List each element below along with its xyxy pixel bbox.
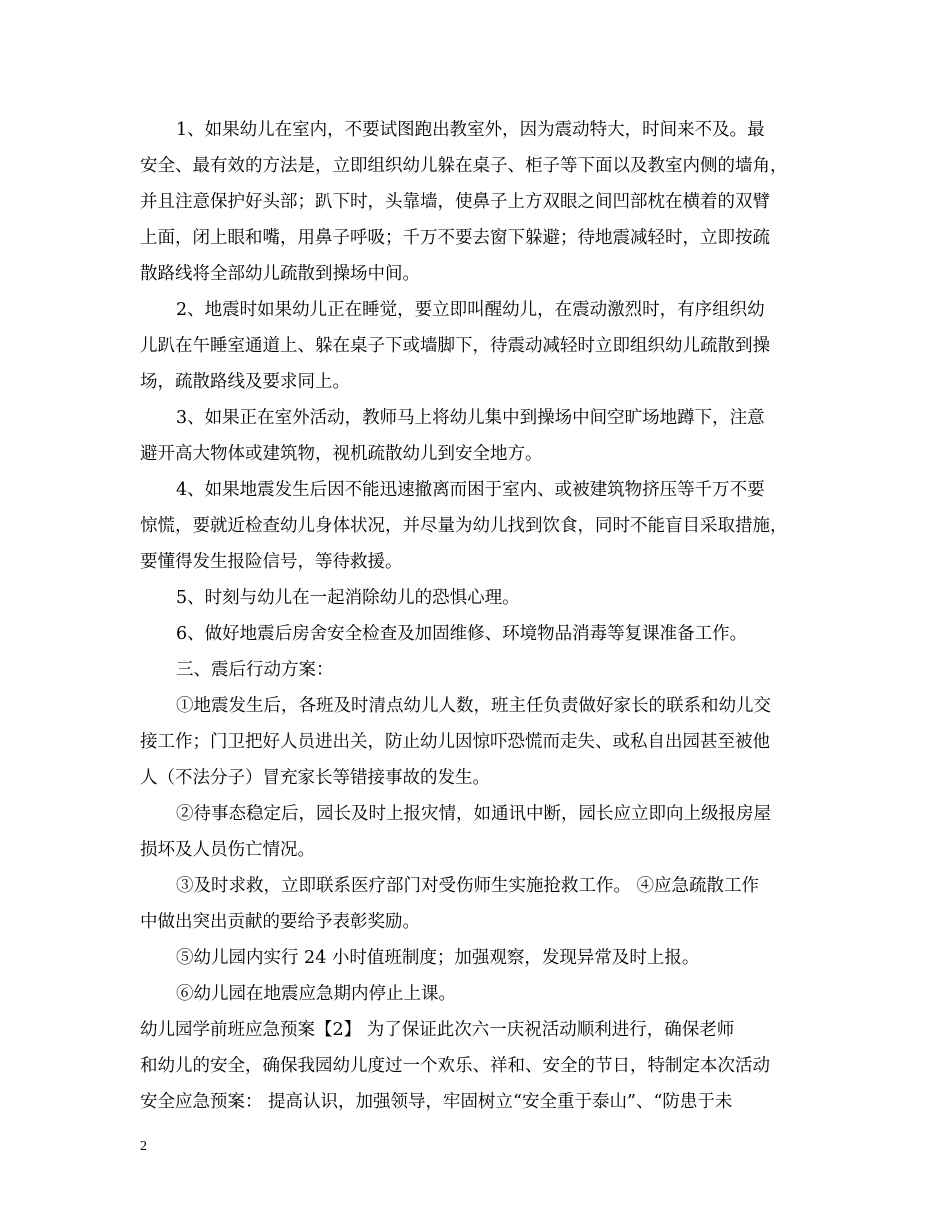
paragraph-1-line-5: 散路线将全部幼儿疏散到操场中间。 bbox=[140, 264, 420, 284]
next-plan-line-2: 和幼儿的安全，确保我园幼儿度过一个欢乐、祥和、安全的节日，特制定本次活动 bbox=[140, 1056, 770, 1076]
item-1-line-1: ①地震发生后，各班及时清点幼儿人数，班主任负责做好家长的联系和幼儿交 bbox=[176, 696, 771, 716]
paragraph-2-line-3: 场，疏散路线及要求同上。 bbox=[140, 372, 350, 392]
item-3-line-1: ③及时求救，立即联系医疗部门对受伤师生实施抢救工作。 ④应急疏散工作 bbox=[176, 876, 760, 896]
paragraph-1-line-3: 并且注意保护好头部；趴下时，头靠墙，使鼻子上方双眼之间凹部枕在横着的双臂 bbox=[140, 192, 770, 212]
page-number: 2 bbox=[140, 1139, 147, 1154]
paragraph-4-line-2: 惊慌，要就近检查幼儿身体状况，并尽量为幼儿找到饮食，同时不能盲目采取措施， bbox=[140, 516, 788, 536]
item-1-line-3: 人（不法分子）冒充家长等错接事故的发生。 bbox=[140, 768, 490, 788]
paragraph-2-line-2: 儿趴在午睡室通道上、躲在桌子下或墙脚下，待震动减轻时立即组织幼儿疏散到操 bbox=[140, 336, 770, 356]
paragraph-3-line-2: 避开高大物体或建筑物，视机疏散幼儿到安全地方。 bbox=[140, 444, 543, 464]
paragraph-4-line-3: 要懂得发生报险信号，等待救援。 bbox=[140, 552, 403, 572]
next-plan-line-1: 幼儿园学前班应急预案【2】 为了保证此次六一庆祝活动顺利进行，确保老师 bbox=[140, 1020, 735, 1040]
section-heading-post-quake: 三、震后行动方案： bbox=[176, 660, 334, 680]
paragraph-6-line-1: 6、做好地震后房舍安全检查及加固维修、环境物品消毒等复课准备工作。 bbox=[176, 624, 748, 644]
paragraph-1-line-2: 安全、最有效的方法是，立即组织幼儿躲在桌子、柜子等下面以及教室内侧的墙角， bbox=[140, 156, 788, 176]
item-6-line-1: ⑥幼儿园在地震应急期内停止上课。 bbox=[176, 984, 456, 1004]
paragraph-1-line-4: 上面，闭上眼和嘴，用鼻子呼吸；千万不要去窗下躲避；待地震减轻时，立即按疏 bbox=[140, 228, 770, 248]
paragraph-4-line-1: 4、如果地震发生后因不能迅速撤离而困于室内、或被建筑物挤压等千万不要 bbox=[176, 480, 765, 500]
paragraph-3-line-1: 3、如果正在室外活动，教师马上将幼儿集中到操场中间空旷场地蹲下，注意 bbox=[176, 408, 765, 428]
item-2-line-1: ②待事态稳定后，园长及时上报灾情，如通讯中断，园长应立即向上级报房屋 bbox=[176, 804, 771, 824]
next-plan-line-3: 安全应急预案： 提高认识，加强领导，牢固树立“安全重于泰山”、“防患于未 bbox=[140, 1092, 733, 1112]
item-1-line-2: 接工作；门卫把好人员进出关，防止幼儿因惊吓恐慌而走失、或私自出园甚至被他 bbox=[140, 732, 770, 752]
item-5-line-1: ⑤幼儿园内实行 24 小时值班制度；加强观察，发现异常及时上报。 bbox=[176, 948, 700, 968]
paragraph-2-line-1: 2、地震时如果幼儿正在睡觉，要立即叫醒幼儿，在震动激烈时，有序组织幼 bbox=[176, 300, 765, 320]
paragraph-1-line-1: 1、如果幼儿在室内，不要试图跑出教室外，因为震动特大，时间来不及。最 bbox=[176, 120, 765, 140]
item-3-line-2: 中做出突出贡献的要给予表彰奖励。 bbox=[140, 912, 420, 932]
item-2-line-2: 损坏及人员伤亡情况。 bbox=[140, 840, 315, 860]
paragraph-5-line-1: 5、时刻与幼儿在一起消除幼儿的恐惧心理。 bbox=[176, 588, 520, 608]
